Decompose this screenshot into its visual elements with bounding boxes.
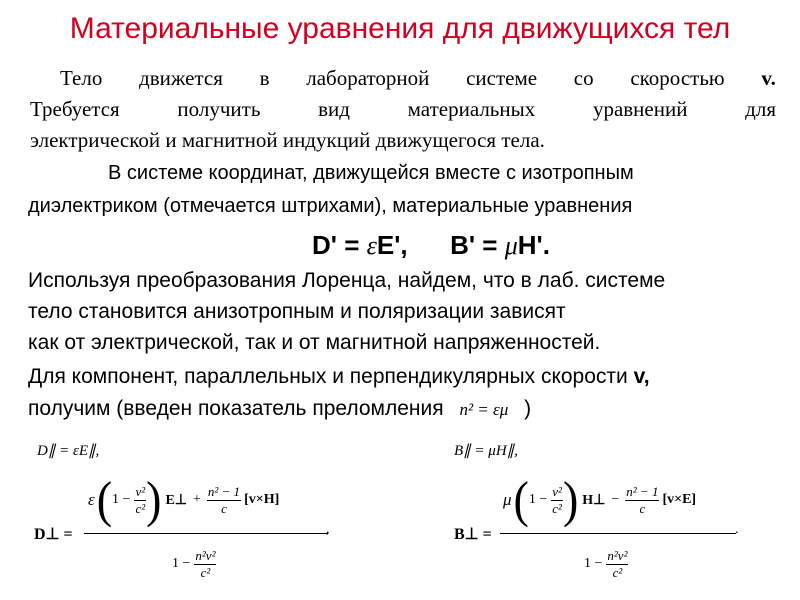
para3-line3: как от электрической, так и от магнитной напряженностей. [28,331,601,354]
d-perp-denominator [172,538,216,590]
word: Тело [60,66,103,90]
word: лабораторной [306,66,430,90]
b-perp-lhs: B⊥ = [454,526,492,543]
word: получить [177,97,261,121]
equals-sign-2: = [475,230,505,260]
d-perp-lhs: D⊥ = [34,526,73,543]
slide-title: Материальные уравнения для движущихся тел [69,12,731,45]
d-perp-comma: , [326,522,330,537]
mu-symbol: μ [503,490,512,509]
para2-line2: диэлектриком (отмечается штрихами), материальные уравнения [28,195,633,217]
b-parallel-formula: B∥ = μH∥, [454,443,518,459]
one-minus: 1 − [112,492,131,507]
para3-line5-text: получим (введен показатель преломления [28,397,444,420]
c2: c² [135,500,146,516]
b-perp-denominator [584,538,628,590]
v-cross-h: [v×H] [244,492,280,507]
v-cross-e: [v×E] [662,492,697,507]
n2v2-over-c2 [194,548,216,581]
n2v2: n²v² [195,547,216,563]
n2-minus-1: n² − 1 [207,483,241,499]
v2: v² [135,483,146,499]
para1-line2 [30,97,776,122]
right-paren: ) [146,471,162,528]
para3-line1: Используя преобразования Лоренца, найдем, что в лаб. системе [28,269,666,292]
word: движется [139,66,223,90]
plus-sign: + [192,492,201,507]
word: для [745,97,776,121]
c: c [639,500,646,516]
velocity-symbol: v. [761,66,776,90]
d-prime: D' [312,230,337,260]
c2: c² [552,500,562,516]
n2-minus-1-over-c [625,484,659,517]
para2-line1: В системе координат, движущейся вместе с изотропным [108,162,634,184]
e-perp: E⊥ [165,492,187,508]
para3-line4 [28,364,650,390]
word: Требуется [30,97,120,121]
one-minus: 1 − [172,556,191,571]
c: c [221,500,227,516]
v2-over-c2 [551,484,563,517]
b-perp-period: . [735,522,739,537]
word: материальных [407,97,536,121]
n2v2-over-c2 [606,548,628,581]
d-perp-main-fraction-bar [84,533,328,534]
para3-line4-text: Для компонент, параллельных и перпендикулярных скорости [28,365,628,388]
main-material-equations [312,230,550,261]
n2-minus-1: n² − 1 [626,483,659,499]
para3-line2: тело становится анизотропным и поляризации зависят [28,300,566,323]
word: вид [318,97,350,121]
c2: c² [200,564,211,580]
c2: c² [612,564,623,580]
one-minus: 1 − [528,492,548,507]
v2: v² [552,483,562,499]
epsilon-symbol: ε [88,490,95,509]
left-paren: ( [96,471,113,528]
b-prime: B' [450,230,476,260]
n2-minus-1-over-c [207,484,241,517]
n2v2: n²v² [607,547,628,563]
epsilon-symbol: ε [366,231,377,260]
b-perp-main-fraction-bar [500,533,736,534]
d-parallel-formula: D∥ = εE∥, [37,443,100,459]
equals-sign: = [336,230,367,260]
word: в [259,66,270,90]
b-perp-numerator [503,471,697,528]
refractive-index-formula: n² = εμ [459,400,509,419]
word: скоростью [630,66,725,90]
closing-paren: ) [524,397,532,420]
h-perp: H⊥ [582,492,606,508]
word: со [573,66,594,90]
left-paren: ( [513,471,529,528]
word: уравнений [592,97,688,121]
right-paren: ) [562,471,579,528]
minus-sign: − [611,492,620,507]
v2-over-c2 [134,484,146,517]
para1-line3: электрической и магнитной индукций движущегося тела. [30,128,545,152]
para1-line1 [60,66,776,91]
para3-line5 [28,396,531,423]
one-minus: 1 − [584,556,603,571]
e-prime: E', [376,230,408,260]
h-prime: H'. [517,230,550,260]
word: системе [466,66,538,90]
mu-symbol: μ [504,231,518,260]
d-perp-numerator [88,471,280,528]
velocity-symbol: v, [633,365,650,388]
